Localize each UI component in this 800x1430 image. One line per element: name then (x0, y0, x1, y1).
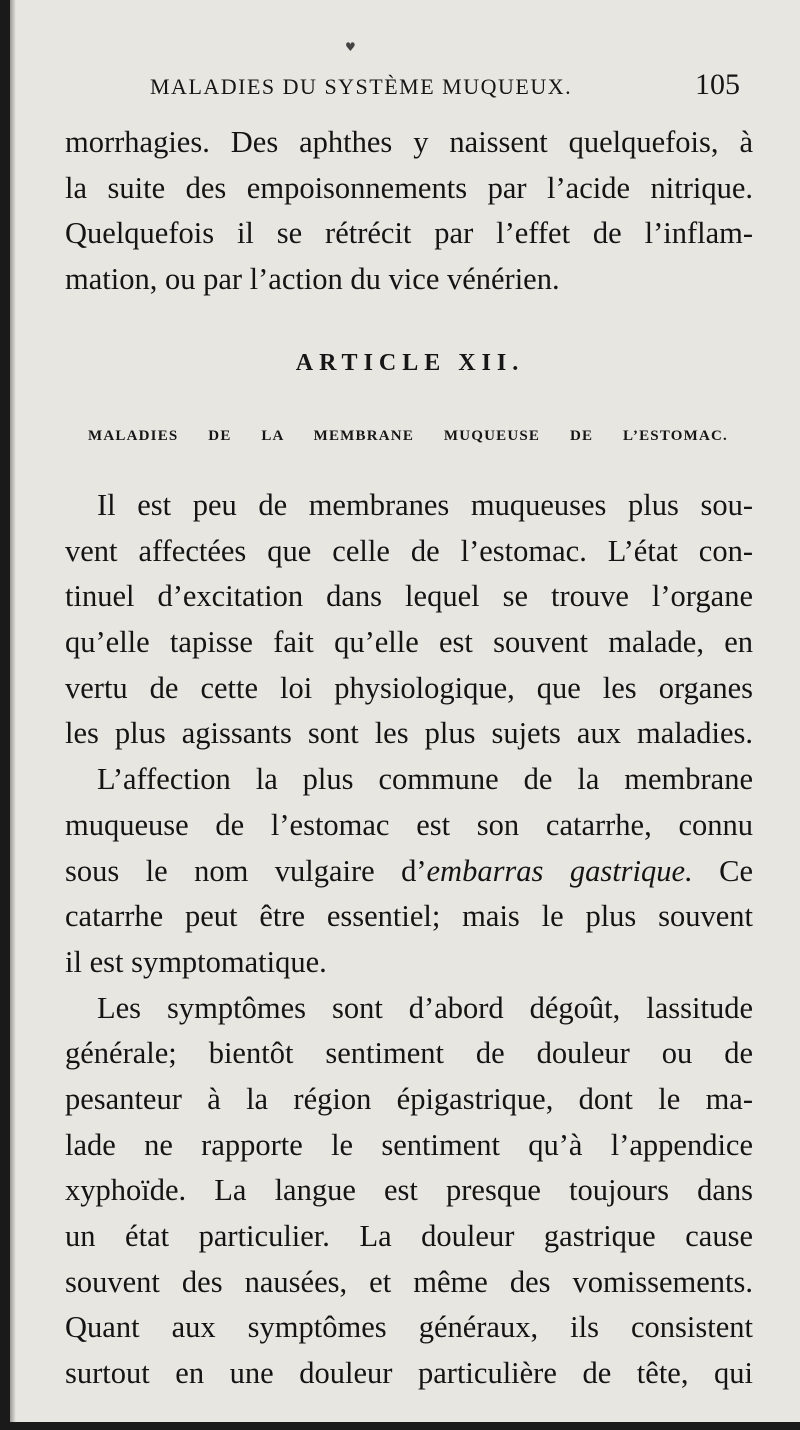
section-title: MALADIES DE LA MEMBRANE MUQUEUSE DE L’ESTOMAC. (88, 428, 728, 444)
top-paragraph (65, 120, 753, 302)
printer-mark-icon: ♥ (345, 40, 356, 54)
text-line: catarrhe peut être essentiel; mais le plus souvent (65, 899, 753, 934)
text-line: L’affection la plus commune de la membrane (97, 762, 753, 797)
text-line: souvent des nausées, et même des vomissements. (65, 1264, 753, 1299)
article-heading: ARTICLE XII. (295, 350, 525, 376)
text-line: xyphoïde. La langue est presque toujours dans (65, 1173, 753, 1208)
italic-term: embarras gastrique. (426, 853, 693, 888)
text-line: tinuel d’excitation dans lequel se trouve l’organe (65, 579, 753, 614)
text-line: lade ne rapporte le sentiment qu’à l’appendice (65, 1127, 753, 1162)
text-line: il est symptomatique. (65, 944, 327, 979)
text-segment: sous le nom vulgaire d’ (65, 853, 427, 888)
body-text (65, 483, 753, 1397)
book-page (10, 0, 800, 1422)
text-line: mation, ou par l’action du vice vénérien. (65, 261, 560, 296)
text-line: qu’elle tapisse fait qu’elle est souvent malade, en (65, 625, 753, 660)
text-segment: Ce (692, 853, 754, 888)
text-line: Quelquefois il se rétrécit par l’effet de l’inflam- (65, 216, 753, 251)
text-line: Il est peu de membranes muqueuses plus sou- (97, 488, 753, 522)
text-line: Quant aux symptômes généraux, ils consistent (65, 1310, 753, 1345)
text-line: muqueuse de l’estomac est son catarrhe, connu (65, 807, 753, 842)
text-line-with-italic (65, 849, 753, 895)
page-number: 105 (695, 68, 740, 101)
text-line: vent affectées que celle de l’estomac. L’état con- (65, 533, 753, 568)
text-line: Les symptômes sont d’abord dégoût, lassitude (97, 990, 753, 1025)
text-line: la suite des empoisonnements par l’acide nitrique. (65, 170, 753, 205)
text-line: un état particulier. La douleur gastrique cause (65, 1219, 753, 1253)
running-title: MALADIES DU SYSTÈME MUQUEUX. (150, 74, 573, 99)
text-line: générale; bientôt sentiment de douleur ou de (65, 1036, 753, 1071)
text-line: les plus agissants sont les plus sujets aux maladies. (65, 716, 753, 751)
text-line: vertu de cette loi physiologique, que les organes (65, 670, 753, 705)
text-line: pesanteur à la région épigastrique, dont le ma- (65, 1081, 753, 1116)
text-line: surtout en une douleur particulière de tête, qui (65, 1356, 753, 1391)
text-line: morrhagies. Des aphthes y naissent quelquefois, à (65, 125, 753, 159)
